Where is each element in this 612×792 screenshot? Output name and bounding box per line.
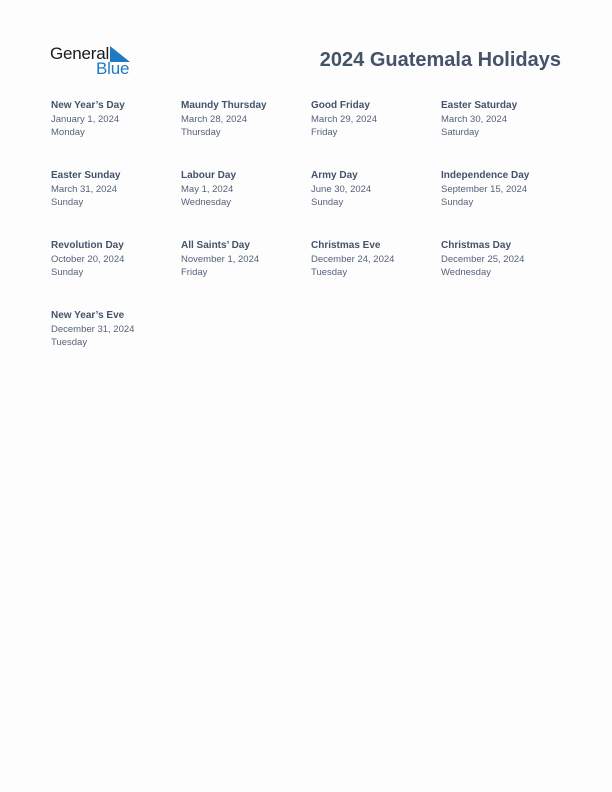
holiday-weekday: Thursday bbox=[181, 127, 221, 138]
holiday-item bbox=[181, 99, 311, 169]
holiday-date: September 15, 2024 bbox=[441, 183, 528, 195]
holiday-weekday: Wednesday bbox=[181, 197, 231, 208]
holiday-item bbox=[441, 99, 571, 169]
holiday-weekday: Sunday bbox=[51, 267, 84, 278]
holiday-weekday: Sunday bbox=[311, 197, 344, 208]
holiday-name: Labour Day bbox=[181, 170, 237, 181]
holiday-weekday: Tuesday bbox=[311, 267, 348, 278]
holiday-name: New Year’s Eve bbox=[51, 310, 125, 321]
holiday-name: Army Day bbox=[311, 170, 358, 181]
holiday-name: Revolution Day bbox=[51, 240, 124, 251]
holiday-item bbox=[311, 239, 441, 309]
holiday-item bbox=[311, 169, 441, 239]
holiday-date: June 30, 2024 bbox=[311, 183, 372, 195]
holiday-item bbox=[181, 239, 311, 309]
holiday-date: December 31, 2024 bbox=[51, 323, 135, 335]
holiday-weekday: Saturday bbox=[441, 127, 480, 138]
holiday-name: Easter Saturday bbox=[441, 100, 518, 111]
holiday-weekday: Friday bbox=[181, 267, 208, 278]
holiday-item bbox=[51, 239, 181, 309]
holiday-item bbox=[51, 99, 181, 169]
holiday-date: October 20, 2024 bbox=[51, 253, 125, 265]
holiday-weekday: Sunday bbox=[441, 197, 474, 208]
holiday-item bbox=[51, 169, 181, 239]
holiday-item bbox=[441, 169, 571, 239]
holiday-name: Christmas Eve bbox=[311, 240, 381, 251]
holiday-name: Christmas Day bbox=[441, 240, 512, 251]
generalblue-logo bbox=[50, 44, 140, 78]
logo-text-blue: Blue bbox=[96, 59, 130, 78]
holiday-name: All Saints’ Day bbox=[181, 240, 250, 251]
holiday-weekday: Wednesday bbox=[441, 267, 491, 278]
page-title: 2024 Guatemala Holidays bbox=[319, 49, 561, 71]
holiday-weekday: Monday bbox=[51, 127, 85, 138]
holiday-grid bbox=[51, 99, 571, 379]
holiday-item bbox=[311, 99, 441, 169]
holiday-date: January 1, 2024 bbox=[51, 113, 120, 125]
holiday-item bbox=[441, 239, 571, 309]
holiday-name: Independence Day bbox=[441, 170, 530, 181]
holiday-date: November 1, 2024 bbox=[181, 253, 260, 265]
holiday-date: March 30, 2024 bbox=[441, 113, 508, 125]
holiday-date: May 1, 2024 bbox=[181, 183, 234, 195]
holiday-weekday: Sunday bbox=[51, 197, 84, 208]
holiday-date: December 24, 2024 bbox=[311, 253, 395, 265]
holiday-item bbox=[51, 309, 181, 379]
holiday-date: March 29, 2024 bbox=[311, 113, 378, 125]
holiday-name: Good Friday bbox=[311, 100, 370, 111]
holiday-name: Maundy Thursday bbox=[181, 100, 267, 111]
holiday-name: New Year’s Day bbox=[51, 100, 125, 111]
holiday-weekday: Tuesday bbox=[51, 337, 88, 348]
logo-text-general: General bbox=[50, 44, 110, 63]
holiday-date: December 25, 2024 bbox=[441, 253, 525, 265]
holiday-date: March 31, 2024 bbox=[51, 183, 118, 195]
holiday-date: March 28, 2024 bbox=[181, 113, 248, 125]
holiday-name: Easter Sunday bbox=[51, 170, 121, 181]
holiday-weekday: Friday bbox=[311, 127, 338, 138]
holiday-item bbox=[181, 169, 311, 239]
